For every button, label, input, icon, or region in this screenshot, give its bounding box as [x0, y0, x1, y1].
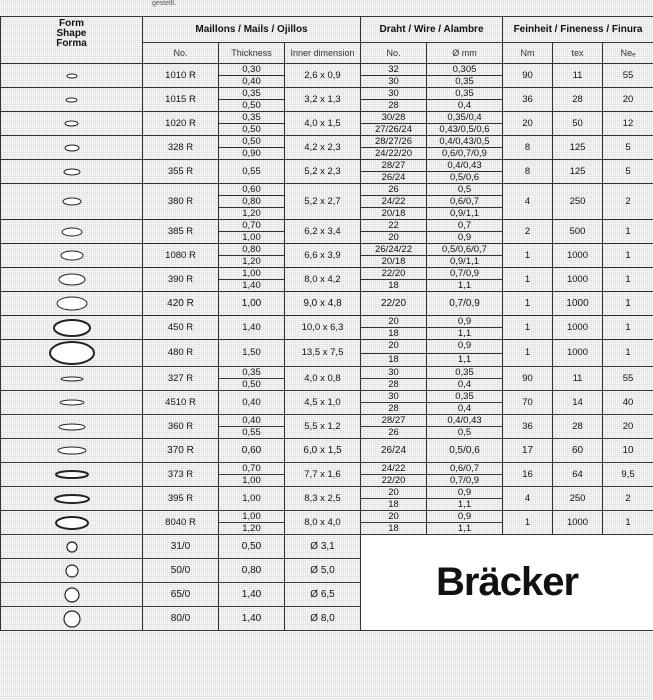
link-shape-icon — [64, 96, 79, 104]
fineness-tex: 11 — [553, 64, 603, 88]
wire-diameter: 0,9 — [427, 487, 503, 499]
shape-cell — [1, 559, 143, 583]
fineness-tex: 1000 — [553, 268, 603, 292]
fineness-nm: 1 — [503, 316, 553, 340]
shape-cell — [1, 439, 143, 463]
fineness-tex: 1000 — [553, 244, 603, 268]
wire-diameter: 0,4 — [427, 379, 503, 391]
shape-cell — [1, 112, 143, 136]
thickness-value: 1,00 — [219, 292, 285, 316]
mail-number: 1080 R — [143, 244, 219, 268]
fineness-ne: 1 — [603, 511, 653, 535]
wire-number: 18 — [361, 523, 427, 535]
wire-number: 26 — [361, 184, 427, 196]
thickness-value: 1,00 — [219, 268, 285, 280]
table-row — [1, 463, 653, 475]
fineness-ne: 1 — [603, 220, 653, 244]
fineness-nm: 70 — [503, 391, 553, 415]
fineness-ne: 55 — [603, 367, 653, 391]
wire-number: 30 — [361, 391, 427, 403]
inner-dimension: 8,0 x 4,2 — [285, 268, 361, 292]
thickness-value: 1,00 — [219, 511, 285, 523]
thickness-value: 0,40 — [219, 391, 285, 415]
fineness-ne: 1 — [603, 340, 653, 367]
wire-number: 20 — [361, 316, 427, 328]
shape-cell — [1, 244, 143, 268]
fineness-nm: 17 — [503, 439, 553, 463]
wire-number: 20/18 — [361, 208, 427, 220]
mail-number: 450 R — [143, 316, 219, 340]
mail-number: 385 R — [143, 220, 219, 244]
thickness-value: 1,40 — [219, 583, 285, 607]
wire-diameter: 0,35 — [427, 367, 503, 379]
wire-number: 22/20 — [361, 292, 427, 316]
thickness-value: 0,50 — [219, 100, 285, 112]
feinheit-header: Feinheit / Fineness / Finura — [503, 17, 653, 43]
wire-diameter: 1,1 — [427, 280, 503, 292]
link-shape-icon — [54, 469, 90, 480]
wire-diameter: 0,9 — [427, 316, 503, 328]
inner-dimension: 5,2 x 2,7 — [285, 184, 361, 220]
thickness-value: 0,60 — [219, 439, 285, 463]
thickness-value: 1,40 — [219, 316, 285, 340]
wire-number: 28/27/26 — [361, 136, 427, 148]
fineness-tex: 64 — [553, 463, 603, 487]
fineness-nm: 4 — [503, 487, 553, 511]
draht-header: Draht / Wire / Alambre — [361, 17, 503, 43]
form-label-en: Shape — [56, 28, 87, 39]
shape-cell — [1, 64, 143, 88]
table-row — [1, 220, 653, 232]
fineness-nm: 1 — [503, 244, 553, 268]
wire-number: 22/20 — [361, 268, 427, 280]
fineness-ne: 9,5 — [603, 463, 653, 487]
wire-diameter: 0,7/0,9 — [427, 475, 503, 487]
wire-diameter: 0,7/0,9 — [427, 292, 503, 316]
link-shape-icon — [63, 143, 81, 153]
fineness-ne: 5 — [603, 136, 653, 160]
fineness-ne: 40 — [603, 391, 653, 415]
wire-number: 26/24/22 — [361, 244, 427, 256]
caption-note: gestellt. — [152, 0, 177, 7]
mail-number: 370 R — [143, 439, 219, 463]
fineness-nm: 1 — [503, 268, 553, 292]
inner-dimension: 2,6 x 0,9 — [285, 64, 361, 88]
col-ne: Neₑ — [603, 43, 653, 64]
thickness-value: 0,80 — [219, 559, 285, 583]
mail-number: 65/0 — [143, 583, 219, 607]
thickness-value: 1,00 — [219, 475, 285, 487]
maillons-header: Maillons / Mails / Ojillos — [143, 17, 361, 43]
wire-number: 22 — [361, 220, 427, 232]
link-shape-icon — [61, 196, 83, 207]
thickness-value: 1,00 — [219, 487, 285, 511]
wire-diameter: 0,305 — [427, 64, 503, 76]
wire-number: 28/27 — [361, 160, 427, 172]
round-link-icon — [65, 540, 79, 554]
link-shape-icon — [48, 340, 96, 366]
wire-number: 28/27 — [361, 415, 427, 427]
thickness-value: 0,55 — [219, 427, 285, 439]
fineness-ne: 5 — [603, 160, 653, 184]
shape-cell — [1, 463, 143, 487]
wire-number: 18 — [361, 353, 427, 367]
table-row — [1, 136, 653, 148]
wire-number: 28 — [361, 100, 427, 112]
thickness-value: 0,35 — [219, 112, 285, 124]
wire-number: 18 — [361, 499, 427, 511]
wire-diameter: 0,9/1,1 — [427, 208, 503, 220]
table-row — [1, 184, 653, 196]
wire-number: 32 — [361, 64, 427, 76]
wire-number: 24/22 — [361, 196, 427, 208]
wire-number: 28 — [361, 379, 427, 391]
link-shape-icon — [52, 318, 92, 338]
link-shape-icon — [57, 272, 87, 287]
thickness-value: 0,40 — [219, 76, 285, 88]
wire-number: 18 — [361, 280, 427, 292]
link-shape-icon — [57, 422, 87, 432]
inner-dimension: 4,0 x 1,5 — [285, 112, 361, 136]
inner-dimension: 6,0 x 1,5 — [285, 439, 361, 463]
link-shape-icon — [53, 493, 91, 505]
mail-number: 327 R — [143, 367, 219, 391]
fineness-tex: 1000 — [553, 292, 603, 316]
link-shape-icon — [62, 167, 82, 177]
col-nm: Nm — [503, 43, 553, 64]
fineness-nm: 1 — [503, 340, 553, 367]
thickness-value: 1,20 — [219, 256, 285, 268]
shape-cell — [1, 88, 143, 112]
thickness-value: 0,50 — [219, 136, 285, 148]
thickness-value: 1,20 — [219, 208, 285, 220]
wire-diameter: 0,6/0,7 — [427, 463, 503, 475]
wire-diameter: 0,5/0,6/0,7 — [427, 244, 503, 256]
mail-number: 373 R — [143, 463, 219, 487]
inner-dimension: 8,3 x 2,5 — [285, 487, 361, 511]
wire-diameter: 0,7 — [427, 220, 503, 232]
wire-number: 30 — [361, 76, 427, 88]
fineness-ne: 1 — [603, 292, 653, 316]
thickness-value: 0,60 — [219, 184, 285, 196]
fineness-nm: 1 — [503, 292, 553, 316]
fineness-nm: 90 — [503, 64, 553, 88]
wire-number: 20 — [361, 340, 427, 354]
fineness-nm: 90 — [503, 367, 553, 391]
table-row — [1, 64, 653, 76]
fineness-tex: 1000 — [553, 511, 603, 535]
fineness-tex: 50 — [553, 112, 603, 136]
link-shape-icon — [58, 398, 86, 407]
col-tex: tex — [553, 43, 603, 64]
shape-cell — [1, 316, 143, 340]
shape-cell — [1, 268, 143, 292]
col-thickness: Thickness — [219, 43, 285, 64]
wire-number: 22/20 — [361, 475, 427, 487]
shape-cell — [1, 607, 143, 631]
thickness-value: 0,30 — [219, 64, 285, 76]
wire-diameter: 0,35 — [427, 391, 503, 403]
thickness-value: 1,50 — [219, 340, 285, 367]
col-diameter: Ø mm — [427, 43, 503, 64]
fineness-nm: 16 — [503, 463, 553, 487]
fineness-nm: 36 — [503, 415, 553, 439]
fineness-nm: 8 — [503, 160, 553, 184]
thickness-value: 0,55 — [219, 160, 285, 184]
thickness-value: 0,35 — [219, 367, 285, 379]
shape-cell — [1, 292, 143, 316]
form-header — [1, 17, 143, 64]
inner-dimension: 4,2 x 2,3 — [285, 136, 361, 160]
link-shape-icon — [59, 249, 85, 262]
thickness-value: 1,20 — [219, 523, 285, 535]
fineness-ne: 55 — [603, 64, 653, 88]
mail-number: 1020 R — [143, 112, 219, 136]
thickness-value: 0,90 — [219, 148, 285, 160]
table-row — [1, 487, 653, 499]
wire-diameter: 0,9 — [427, 511, 503, 523]
link-shape-icon — [63, 119, 80, 128]
wire-diameter: 0,5 — [427, 427, 503, 439]
mail-number: 80/0 — [143, 607, 219, 631]
inner-dimension: 10,0 x 6,3 — [285, 316, 361, 340]
mail-number: 395 R — [143, 487, 219, 511]
fineness-ne: 20 — [603, 415, 653, 439]
inner-dimension: 4,5 x 1,0 — [285, 391, 361, 415]
mail-number: 360 R — [143, 415, 219, 439]
thickness-value: 0,80 — [219, 244, 285, 256]
fineness-tex: 60 — [553, 439, 603, 463]
thickness-value: 0,50 — [219, 124, 285, 136]
shape-cell — [1, 487, 143, 511]
thickness-value: 0,50 — [219, 379, 285, 391]
col-inner: Inner dimension — [285, 43, 361, 64]
form-label-de: Form — [59, 18, 84, 29]
mail-number: 8040 R — [143, 511, 219, 535]
thickness-value: 1,40 — [219, 607, 285, 631]
inner-dimension: 7,7 x 1,6 — [285, 463, 361, 487]
fineness-nm: 4 — [503, 184, 553, 220]
fineness-ne: 2 — [603, 184, 653, 220]
fineness-tex: 500 — [553, 220, 603, 244]
inner-dimension: 13,5 x 7,5 — [285, 340, 361, 367]
link-shape-icon — [65, 72, 79, 80]
wire-diameter: 1,1 — [427, 353, 503, 367]
shape-cell — [1, 511, 143, 535]
inner-dimension: Ø 3,1 — [285, 535, 361, 559]
wire-number: 20 — [361, 232, 427, 244]
fineness-ne: 1 — [603, 268, 653, 292]
form-label-es: Forma — [56, 38, 87, 49]
shape-cell — [1, 220, 143, 244]
wire-diameter: 0,7/0,9 — [427, 268, 503, 280]
fineness-tex: 14 — [553, 391, 603, 415]
thickness-value: 0,70 — [219, 220, 285, 232]
wire-number: 26 — [361, 427, 427, 439]
table-row — [1, 511, 653, 523]
inner-dimension: 5,5 x 1,2 — [285, 415, 361, 439]
wire-diameter: 0,6/0,7 — [427, 196, 503, 208]
mail-number: 390 R — [143, 268, 219, 292]
table-row — [1, 439, 653, 463]
wire-number: 30 — [361, 367, 427, 379]
wire-diameter: 0,4 — [427, 100, 503, 112]
fineness-tex: 1000 — [553, 340, 603, 367]
wire-diameter: 0,9 — [427, 232, 503, 244]
wire-diameter: 1,1 — [427, 328, 503, 340]
wire-number: 28 — [361, 403, 427, 415]
col-no: No. — [143, 43, 219, 64]
fineness-ne: 1 — [603, 316, 653, 340]
shape-cell — [1, 160, 143, 184]
wire-diameter: 0,43/0,5/0,6 — [427, 124, 503, 136]
wire-diameter: 0,4/0,43 — [427, 160, 503, 172]
mail-number: 1010 R — [143, 64, 219, 88]
table-row — [1, 535, 653, 559]
thickness-value: 0,70 — [219, 463, 285, 475]
fineness-ne: 20 — [603, 88, 653, 112]
mail-number: 328 R — [143, 136, 219, 160]
inner-dimension: 5,2 x 2,3 — [285, 160, 361, 184]
round-link-icon — [64, 563, 80, 579]
fineness-tex: 1000 — [553, 316, 603, 340]
round-link-icon — [62, 609, 82, 629]
link-shape-icon — [56, 445, 88, 456]
thickness-value: 1,40 — [219, 280, 285, 292]
shape-cell — [1, 535, 143, 559]
wire-number: 20 — [361, 511, 427, 523]
round-link-icon — [63, 586, 81, 604]
thickness-value: 0,80 — [219, 196, 285, 208]
wire-diameter: 0,5 — [427, 184, 503, 196]
shape-cell — [1, 583, 143, 607]
thickness-value: 1,00 — [219, 232, 285, 244]
wire-diameter: 0,9/1,1 — [427, 256, 503, 268]
inner-dimension: Ø 8,0 — [285, 607, 361, 631]
inner-dimension: 6,2 x 3,4 — [285, 220, 361, 244]
inner-dimension: 9,0 x 4,8 — [285, 292, 361, 316]
wire-number: 30 — [361, 88, 427, 100]
mail-number: 4510 R — [143, 391, 219, 415]
link-shape-icon — [59, 375, 85, 383]
shape-cell — [1, 184, 143, 220]
table-row — [1, 268, 653, 280]
mail-spec-table — [0, 16, 653, 631]
fineness-nm: 20 — [503, 112, 553, 136]
shape-cell — [1, 415, 143, 439]
table-row — [1, 244, 653, 256]
fineness-nm: 2 — [503, 220, 553, 244]
link-shape-icon — [60, 226, 84, 238]
fineness-ne: 1 — [603, 244, 653, 268]
table-row — [1, 292, 653, 316]
wire-diameter: 0,9 — [427, 340, 503, 354]
thickness-value: 0,50 — [219, 535, 285, 559]
wire-diameter: 0,5/0,6 — [427, 172, 503, 184]
shape-cell — [1, 391, 143, 415]
mail-number: 355 R — [143, 160, 219, 184]
inner-dimension: 6,6 x 3,9 — [285, 244, 361, 268]
wire-diameter: 0,35 — [427, 76, 503, 88]
fineness-tex: 28 — [553, 415, 603, 439]
wire-number: 18 — [361, 328, 427, 340]
inner-dimension: 4,0 x 0,8 — [285, 367, 361, 391]
link-shape-icon — [55, 295, 89, 312]
fineness-nm: 1 — [503, 511, 553, 535]
inner-dimension: Ø 6,5 — [285, 583, 361, 607]
mail-number: 380 R — [143, 184, 219, 220]
inner-dimension: Ø 5,0 — [285, 559, 361, 583]
fineness-ne: 12 — [603, 112, 653, 136]
inner-dimension: 8,0 x 4,0 — [285, 511, 361, 535]
wire-diameter: 0,4/0,43/0,5 — [427, 136, 503, 148]
fineness-tex: 11 — [553, 367, 603, 391]
mail-number: 50/0 — [143, 559, 219, 583]
table-row — [1, 340, 653, 354]
fineness-ne: 10 — [603, 439, 653, 463]
table-row — [1, 415, 653, 427]
fineness-nm: 8 — [503, 136, 553, 160]
mail-number: 1015 R — [143, 88, 219, 112]
table-row — [1, 88, 653, 100]
thickness-value: 0,40 — [219, 415, 285, 427]
wire-number: 20/18 — [361, 256, 427, 268]
shape-cell — [1, 340, 143, 367]
thickness-value: 0,35 — [219, 88, 285, 100]
fineness-tex: 250 — [553, 487, 603, 511]
fineness-tex: 125 — [553, 160, 603, 184]
fineness-ne: 2 — [603, 487, 653, 511]
brand-logo-cell — [361, 535, 653, 631]
table-row — [1, 367, 653, 379]
wire-diameter: 0,35/0,4 — [427, 112, 503, 124]
col-wire-no: No. — [361, 43, 427, 64]
wire-diameter: 0,6/0,7/0,9 — [427, 148, 503, 160]
brand-logo: Bräcker — [436, 560, 579, 604]
wire-number: 26/24 — [361, 439, 427, 463]
wire-diameter: 0,4 — [427, 403, 503, 415]
wire-diameter: 0,5/0,6 — [427, 439, 503, 463]
wire-number: 30/28 — [361, 112, 427, 124]
shape-cell — [1, 136, 143, 160]
table-row — [1, 316, 653, 328]
shape-cell — [1, 367, 143, 391]
mail-number: 480 R — [143, 340, 219, 367]
table-row — [1, 160, 653, 172]
wire-diameter: 1,1 — [427, 499, 503, 511]
fineness-tex: 28 — [553, 88, 603, 112]
fineness-nm: 36 — [503, 88, 553, 112]
wire-number: 20 — [361, 487, 427, 499]
table-row — [1, 112, 653, 124]
wire-number: 24/22 — [361, 463, 427, 475]
mail-number: 420 R — [143, 292, 219, 316]
mail-number: 31/0 — [143, 535, 219, 559]
wire-number: 26/24 — [361, 172, 427, 184]
wire-diameter: 0,4/0,43 — [427, 415, 503, 427]
inner-dimension: 3,2 x 1,3 — [285, 88, 361, 112]
fineness-tex: 250 — [553, 184, 603, 220]
table-row — [1, 391, 653, 403]
fineness-tex: 125 — [553, 136, 603, 160]
wire-diameter: 0,35 — [427, 88, 503, 100]
wire-diameter: 1,1 — [427, 523, 503, 535]
wire-number: 27/26/24 — [361, 124, 427, 136]
link-shape-icon — [54, 515, 90, 531]
wire-number: 24/22/20 — [361, 148, 427, 160]
